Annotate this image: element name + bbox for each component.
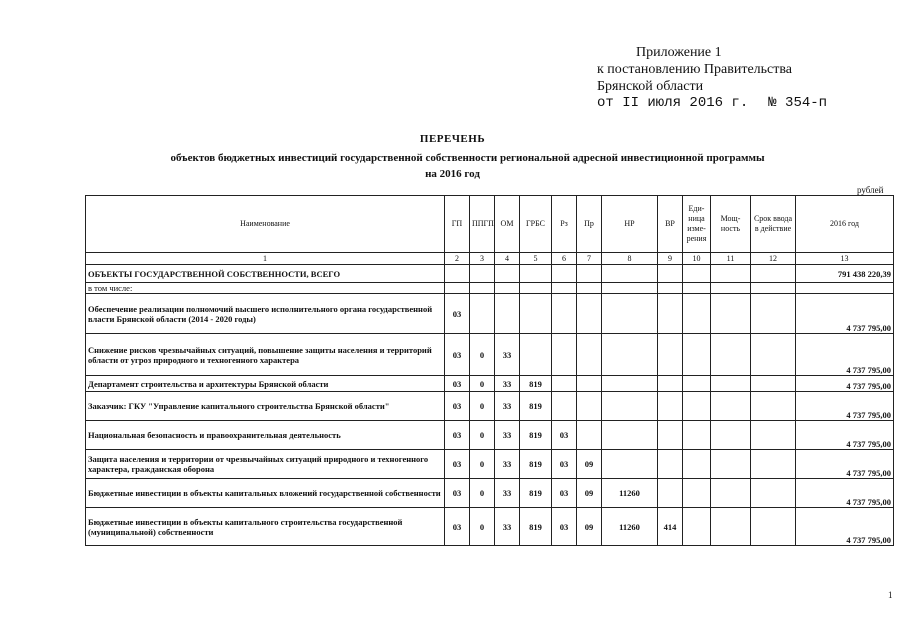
cell-commission-date (751, 334, 796, 376)
table-row (86, 334, 894, 376)
column-number: 3 (470, 253, 495, 265)
cell-nr: 11260 (602, 479, 658, 508)
cell-amount: 791 438 220,39 (796, 265, 894, 283)
cell-pr: 09 (577, 479, 602, 508)
cell-unit (683, 376, 711, 392)
cell-unit (683, 265, 711, 283)
row-name: Бюджетные инвестиции в объекты капитальных вложений государственной собственности (86, 479, 445, 508)
row-name: Защита населения и территории от чрезвычайных ситуаций природного и техногенного характера, гражданская оборона (86, 450, 445, 479)
cell-pr (577, 334, 602, 376)
cell-vr (658, 376, 683, 392)
document-subtitle: объектов бюджетных инвестиций государственной собственности региональной адресной инвестиционной программы (170, 152, 765, 164)
header-om: ОМ (495, 196, 520, 253)
cell-amount: 4 737 795,00 (796, 334, 894, 376)
cell-nr: 11260 (602, 508, 658, 546)
cell-capacity (711, 376, 751, 392)
cell-unit (683, 421, 711, 450)
row-name: Департамент строительства и архитектуры Брянской области (86, 376, 445, 392)
cell-unit (683, 508, 711, 546)
cell-grbs: 819 (520, 376, 552, 392)
cell-nr (602, 421, 658, 450)
cell-pr (577, 376, 602, 392)
cell-grbs (520, 265, 552, 283)
table-row (86, 392, 894, 421)
appendix-date-line (597, 95, 827, 112)
cell-gp: 03 (445, 294, 470, 334)
cell-pr (577, 392, 602, 421)
cell-commission-date (751, 283, 796, 294)
cell-nr (602, 265, 658, 283)
row-name: Национальная безопасность и правоохранительная деятельность (86, 421, 445, 450)
header-ppgp: ППГП (470, 196, 495, 253)
cell-nr (602, 392, 658, 421)
appendix-region-line: Брянской области (597, 79, 704, 94)
row-name: Заказчик: ГКУ "Управление капитального строительства Брянской области" (86, 392, 445, 421)
cell-commission-date (751, 265, 796, 283)
header-rz: Рз (552, 196, 577, 253)
appendix-title: Приложение 1 (636, 45, 722, 60)
cell-grbs (520, 334, 552, 376)
cell-unit (683, 479, 711, 508)
cell-unit (683, 334, 711, 376)
cell-gp (445, 283, 470, 294)
cell-ppgp (470, 294, 495, 334)
cell-amount: 4 737 795,00 (796, 421, 894, 450)
header-unit: Еди-ница изме-рения (683, 196, 711, 253)
header-commission-date: Срок ввода в действие (751, 196, 796, 253)
cell-om (495, 283, 520, 294)
cell-om: 33 (495, 479, 520, 508)
cell-gp: 03 (445, 392, 470, 421)
cell-amount (796, 283, 894, 294)
cell-om: 33 (495, 376, 520, 392)
cell-nr (602, 450, 658, 479)
cell-gp: 03 (445, 450, 470, 479)
cell-om (495, 265, 520, 283)
cell-gp: 03 (445, 479, 470, 508)
header-gp: ГП (445, 196, 470, 253)
cell-nr (602, 376, 658, 392)
table-row (86, 479, 894, 508)
appendix-block (597, 44, 827, 112)
cell-grbs (520, 294, 552, 334)
cell-om: 33 (495, 450, 520, 479)
cell-unit (683, 283, 711, 294)
cell-unit (683, 294, 711, 334)
cell-rz: 03 (552, 508, 577, 546)
cell-ppgp (470, 283, 495, 294)
column-number: 12 (751, 253, 796, 265)
column-number: 13 (796, 253, 894, 265)
cell-commission-date (751, 421, 796, 450)
cell-ppgp: 0 (470, 421, 495, 450)
table-row (86, 421, 894, 450)
cell-ppgp: 0 (470, 334, 495, 376)
cell-ppgp (470, 265, 495, 283)
cell-pr (577, 294, 602, 334)
appendix-number: № 354-п (768, 95, 828, 111)
cell-gp: 03 (445, 334, 470, 376)
cell-nr (602, 334, 658, 376)
column-number: 8 (602, 253, 658, 265)
cell-grbs: 819 (520, 508, 552, 546)
cell-capacity (711, 450, 751, 479)
column-number: 1 (86, 253, 445, 265)
column-number-row (86, 253, 894, 265)
cell-amount: 4 737 795,00 (796, 479, 894, 508)
column-number: 5 (520, 253, 552, 265)
cell-commission-date (751, 479, 796, 508)
header-grbs: ГРБС (520, 196, 552, 253)
row-name: Снижение рисков чрезвычайных ситуаций, повышение защиты населения и территорий области от угроз природного и техногенного характера (86, 334, 445, 376)
cell-grbs: 819 (520, 421, 552, 450)
column-number: 10 (683, 253, 711, 265)
table-row (86, 265, 894, 283)
cell-amount: 4 737 795,00 (796, 294, 894, 334)
cell-grbs: 819 (520, 479, 552, 508)
cell-pr (577, 283, 602, 294)
cell-nr (602, 294, 658, 334)
cell-gp (445, 265, 470, 283)
cell-amount: 4 737 795,00 (796, 392, 894, 421)
cell-gp: 03 (445, 421, 470, 450)
cell-unit (683, 392, 711, 421)
cell-vr (658, 450, 683, 479)
column-number: 6 (552, 253, 577, 265)
cell-ppgp: 0 (470, 479, 495, 508)
table-header-row (86, 196, 894, 253)
header-year-2016: 2016 год (796, 196, 894, 253)
row-name: Обеспечение реализации полномочий высшего исполнительного органа государственной власти Брянской области (2014 - 2020 годы) (86, 294, 445, 334)
column-number: 7 (577, 253, 602, 265)
column-number: 11 (711, 253, 751, 265)
cell-pr (577, 421, 602, 450)
cell-commission-date (751, 508, 796, 546)
cell-gp: 03 (445, 508, 470, 546)
cell-capacity (711, 265, 751, 283)
cell-amount: 4 737 795,00 (796, 376, 894, 392)
cell-pr (577, 265, 602, 283)
document-heading: ПЕРЕЧЕНЬ (419, 133, 486, 145)
cell-pr: 09 (577, 508, 602, 546)
cell-vr (658, 334, 683, 376)
cell-rz (552, 294, 577, 334)
cell-rz: 03 (552, 479, 577, 508)
table-row (86, 450, 894, 479)
cell-commission-date (751, 294, 796, 334)
cell-pr: 09 (577, 450, 602, 479)
page-number: 1 (888, 590, 893, 600)
cell-amount: 4 737 795,00 (796, 450, 894, 479)
row-name: в том числе: (86, 283, 445, 294)
row-name: ОБЪЕКТЫ ГОСУДАРСТВЕННОЙ СОБСТВЕННОСТИ, ВСЕГО (86, 265, 445, 283)
cell-vr (658, 421, 683, 450)
cell-unit (683, 450, 711, 479)
cell-capacity (711, 508, 751, 546)
cell-ppgp: 0 (470, 392, 495, 421)
cell-capacity (711, 392, 751, 421)
table-row (86, 508, 894, 546)
appendix-date: от II июля 2016 г. (597, 95, 749, 111)
appendix-decree-line: к постановлению Правительства (597, 62, 793, 77)
cell-ppgp: 0 (470, 376, 495, 392)
cell-nr (602, 283, 658, 294)
cell-om: 33 (495, 334, 520, 376)
cell-rz (552, 376, 577, 392)
cell-vr (658, 479, 683, 508)
cell-vr (658, 294, 683, 334)
cell-amount: 4 737 795,00 (796, 508, 894, 546)
cell-rz: 03 (552, 450, 577, 479)
cell-om: 33 (495, 392, 520, 421)
cell-vr (658, 265, 683, 283)
cell-gp: 03 (445, 376, 470, 392)
cell-capacity (711, 294, 751, 334)
column-number: 4 (495, 253, 520, 265)
cell-commission-date (751, 392, 796, 421)
cell-om: 33 (495, 421, 520, 450)
cell-commission-date (751, 450, 796, 479)
cell-rz: 03 (552, 421, 577, 450)
cell-rz (552, 392, 577, 421)
cell-vr (658, 392, 683, 421)
cell-rz (552, 334, 577, 376)
header-nr: НР (602, 196, 658, 253)
document-year: на 2016 год (425, 168, 480, 180)
cell-vr: 414 (658, 508, 683, 546)
column-number: 2 (445, 253, 470, 265)
cell-capacity (711, 334, 751, 376)
cell-rz (552, 265, 577, 283)
cell-rz (552, 283, 577, 294)
header-vr: ВР (658, 196, 683, 253)
cell-ppgp: 0 (470, 450, 495, 479)
cell-commission-date (751, 376, 796, 392)
header-capacity: Мощ-ность (711, 196, 751, 253)
cell-om (495, 294, 520, 334)
table-row (86, 376, 894, 392)
currency-unit: рублей (857, 185, 884, 195)
investment-table (85, 195, 894, 546)
table-row (86, 283, 894, 294)
header-name: Наименование (86, 196, 445, 253)
row-name: Бюджетные инвестиции в объекты капитального строительства государственной (муниципальной) собственности (86, 508, 445, 546)
cell-om: 33 (495, 508, 520, 546)
cell-grbs: 819 (520, 392, 552, 421)
cell-grbs: 819 (520, 450, 552, 479)
cell-vr (658, 283, 683, 294)
cell-capacity (711, 479, 751, 508)
cell-ppgp: 0 (470, 508, 495, 546)
cell-capacity (711, 283, 751, 294)
cell-grbs (520, 283, 552, 294)
table-row (86, 294, 894, 334)
column-number: 9 (658, 253, 683, 265)
cell-capacity (711, 421, 751, 450)
header-pr: Пр (577, 196, 602, 253)
